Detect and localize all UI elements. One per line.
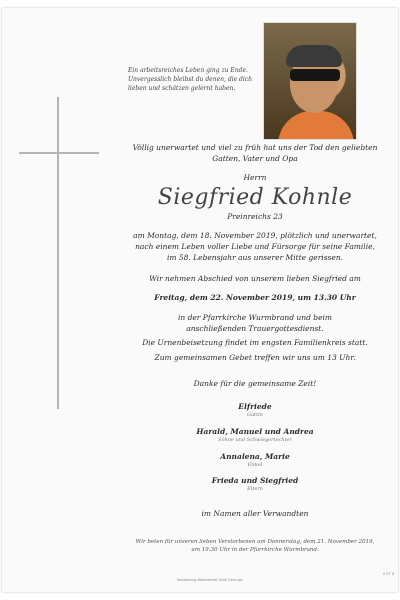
mourner-relation: Gattin: [247, 412, 263, 418]
cross-icon-bar: [19, 152, 99, 154]
deceased-address: Preinreichs 23: [227, 212, 283, 221]
mourner-names: Harald, Manuel und Andrea: [196, 427, 314, 436]
mourner-names: Elfriede: [238, 402, 272, 411]
death-line-3: im 58. Lebensjahr aus unserer Mitte gerissen.: [166, 253, 344, 262]
printer-credit: Bestattung Waldviertel Groß Gerungs: [177, 578, 243, 582]
title-herrn: Herrn: [243, 173, 267, 182]
memorial-quote: Ein arbeitsreiches Leben ging zu Ende. Unvergesslich bleibst du denen, die dich lieben und schätzen gelernt haben.: [128, 67, 253, 92]
funeral-date-time: Freitag, dem 22. November 2019, um 13.30 Uhr: [154, 293, 356, 302]
church-line-2: anschließenden Trauergottesdienst.: [186, 324, 324, 333]
intro-line-1: Völlig unerwartet und viel zu früh hat uns der Tod den geliebten: [132, 143, 378, 152]
urn-burial-text: Die Urnenbeisetzung findet im engsten Familienkreis statt.: [142, 338, 368, 347]
portrait-photo: [263, 22, 357, 140]
cross-icon: [57, 97, 59, 409]
footer-line-1: Wir beten für unseren lieben Verstorbenen am Donnerstag, dem 21. November 2019,: [135, 539, 375, 545]
death-line-2: nach einem Leben voller Liebe und Fürsorge für seine Familie,: [135, 242, 375, 251]
all-relatives-text: im Namen aller Verwandten: [201, 509, 309, 518]
mourner-relation: Eltern: [247, 486, 263, 492]
corner-code: 0 07 0: [382, 572, 394, 576]
mourner-relation: Enkel: [247, 462, 263, 468]
prayer-text: Zum gemeinsamen Gebet treffen wir uns um 13 Uhr.: [154, 353, 356, 362]
mourner-names: Annalena, Marie: [220, 452, 290, 461]
footer-line-2: um 19.30 Uhr in der Pfarrkirche Wurmbrand.: [191, 547, 319, 553]
church-line-1: in der Pfarrkirche Wurmbrand und beim: [177, 313, 333, 322]
deceased-name: Siegfried Kohnle: [157, 185, 353, 210]
mourner-relation: Söhne und Schwiegertochter: [218, 437, 292, 443]
thanks-text: Danke für die gemeinsame Zeit!: [193, 379, 317, 388]
farewell-text: Wir nehmen Abschied von unserem lieben Siegfried am: [149, 274, 361, 283]
mourner-names: Frieda und Siegfried: [211, 476, 299, 485]
intro-line-2: Gatten, Vater und Opa: [212, 154, 298, 163]
death-line-1: am Montag, dem 18. November 2019, plötzlich und unerwartet,: [133, 231, 377, 240]
